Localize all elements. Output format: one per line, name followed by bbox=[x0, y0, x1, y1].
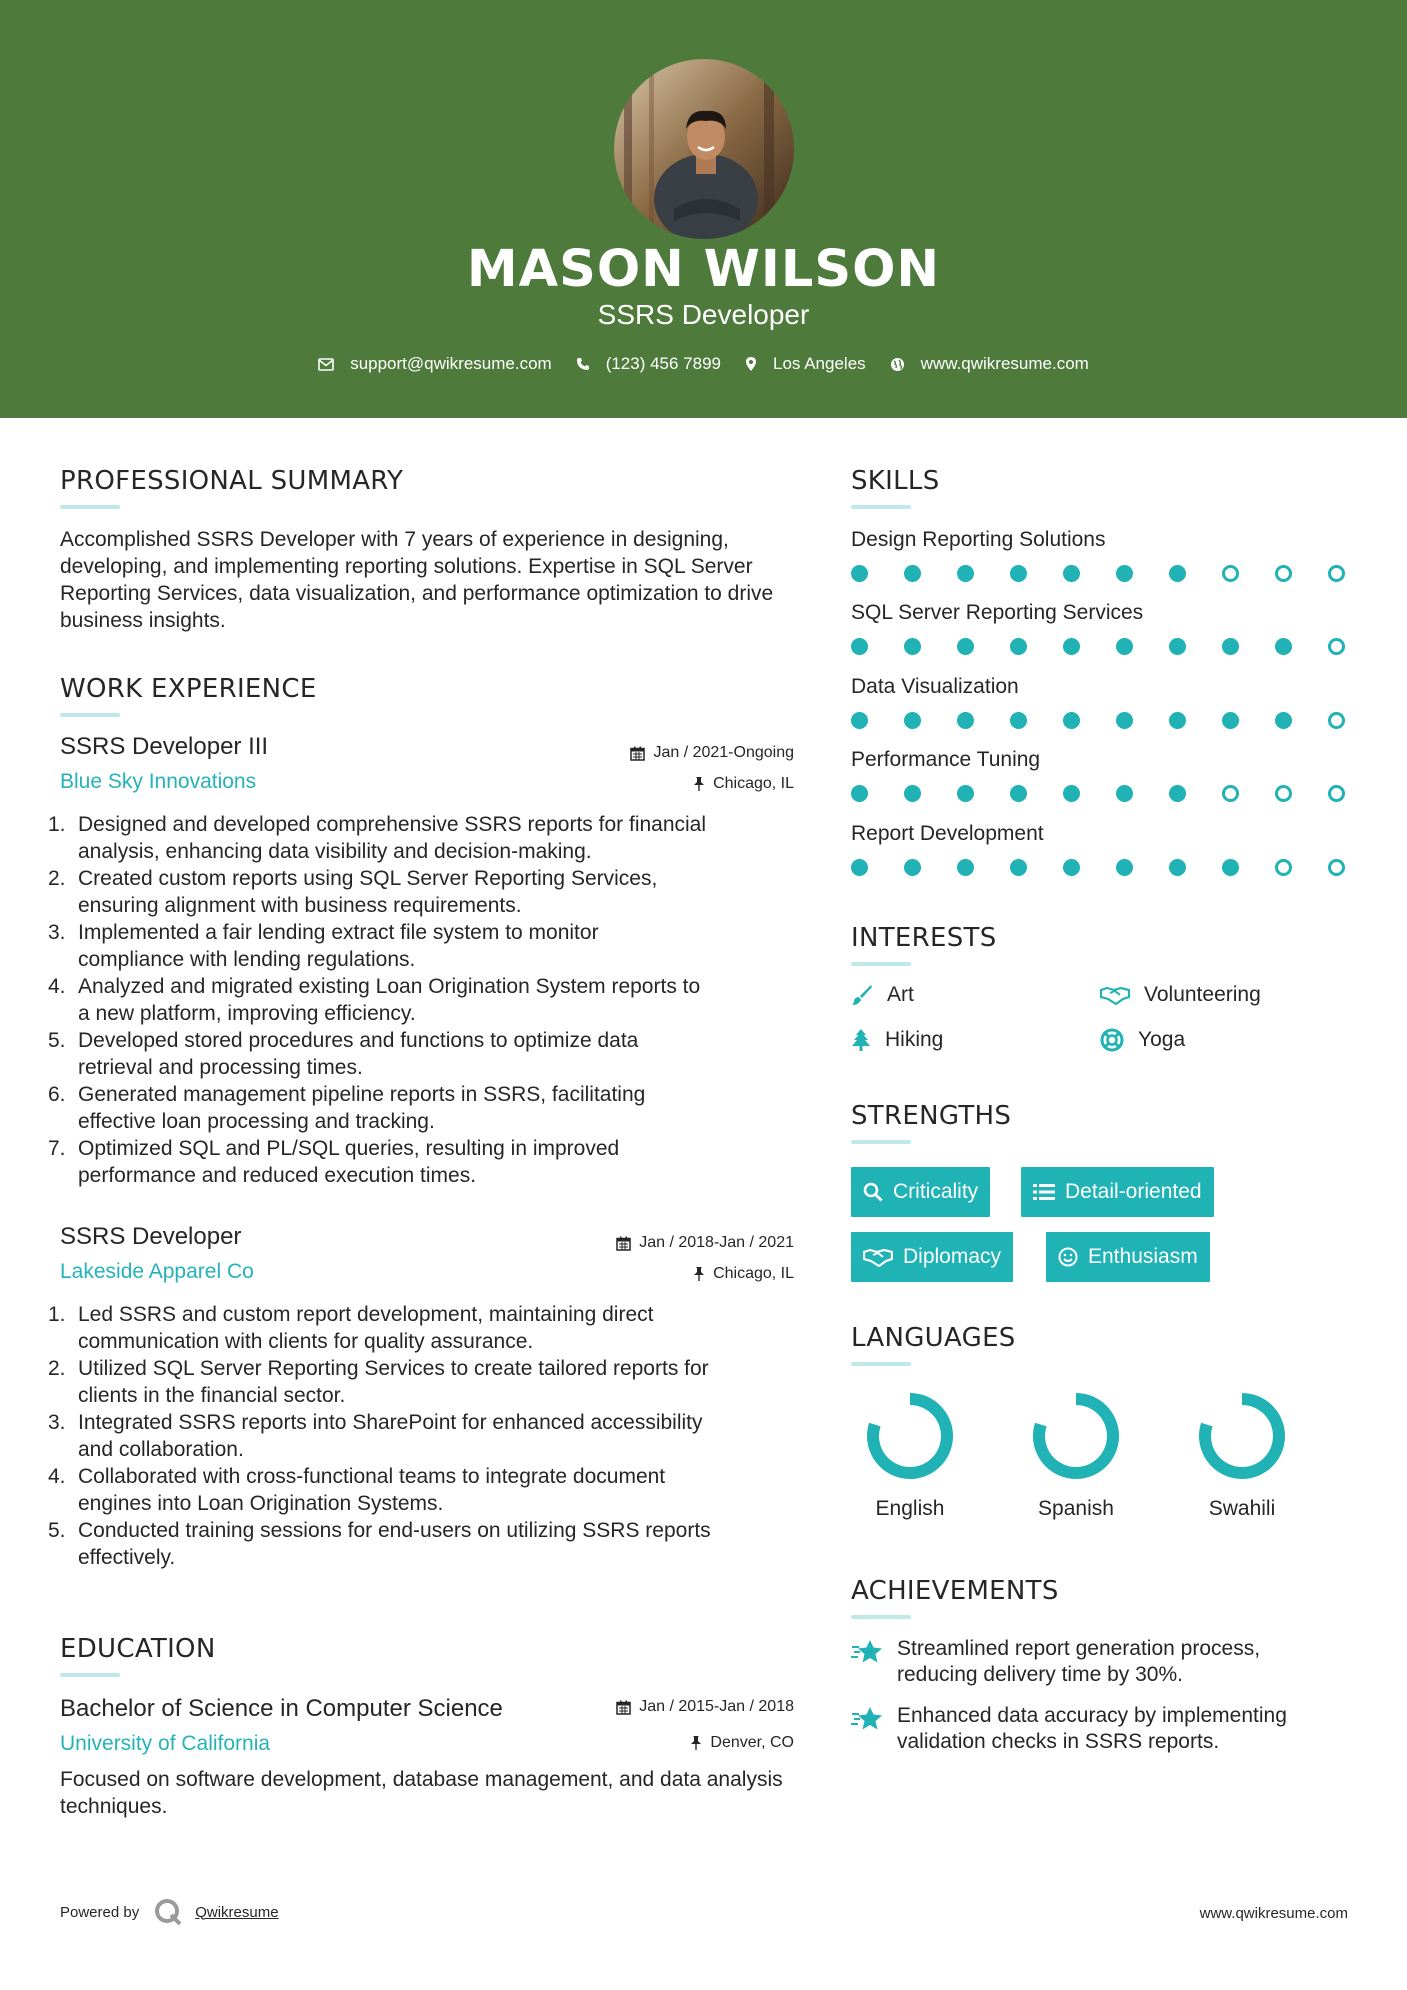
rating-dot-filled bbox=[851, 785, 868, 802]
rating-dot-filled bbox=[904, 859, 921, 876]
achievements-heading: ACHIEVEMENTS bbox=[851, 1576, 1059, 1606]
list-item: 2. Utilized SQL Server Reporting Services to create tailored reports for clients in the financial sector. bbox=[48, 1357, 709, 1407]
rating-dot-empty bbox=[1275, 785, 1292, 802]
skill-rating bbox=[851, 785, 1381, 802]
education-heading: EDUCATION bbox=[60, 1634, 216, 1664]
footer-powered-by bbox=[60, 1897, 279, 1927]
search-icon bbox=[863, 1182, 883, 1202]
rating-dot-filled bbox=[1116, 785, 1133, 802]
dates-text: Jan / 2018-Jan / 2021 bbox=[639, 1234, 794, 1251]
strength-tag bbox=[851, 1232, 1013, 1282]
experience-underline bbox=[60, 713, 120, 717]
rating-dot-filled bbox=[1169, 859, 1186, 876]
rating-dot-empty bbox=[1328, 785, 1345, 802]
rating-dot-filled bbox=[957, 565, 974, 582]
rating-dot-filled bbox=[1063, 785, 1080, 802]
list-item: 7. Optimized SQL and PL/SQL queries, resulting in improved performance and reduced execution times. bbox=[48, 1137, 620, 1187]
list-item: 3. Integrated SSRS reports into SharePoint for enhanced accessibility and collaboration. bbox=[48, 1411, 703, 1461]
job-bullets bbox=[48, 1301, 808, 1571]
language-item bbox=[1016, 1390, 1136, 1520]
job-company: Blue Sky Innovations bbox=[60, 770, 257, 793]
rating-dot-empty bbox=[1275, 859, 1292, 876]
footer-website[interactable]: www.qwikresume.com bbox=[1199, 1905, 1348, 1922]
rating-dot-filled bbox=[851, 638, 868, 655]
rating-dot-filled bbox=[1010, 712, 1027, 729]
rating-dot-filled bbox=[1010, 785, 1027, 802]
rating-dot-filled bbox=[904, 712, 921, 729]
rating-dot-empty bbox=[1328, 859, 1345, 876]
rating-dot-filled bbox=[957, 712, 974, 729]
list-item: 1. Designed and developed comprehensive SSRS reports for financial analysis, enhancing data visibility and decision-making. bbox=[48, 813, 707, 863]
language-ring bbox=[1182, 1390, 1302, 1490]
skill-name: Performance Tuning bbox=[851, 748, 1041, 771]
rating-dot-filled bbox=[1010, 859, 1027, 876]
job-dates bbox=[630, 742, 794, 764]
handshake-icon bbox=[1100, 985, 1130, 1005]
school: University of California bbox=[60, 1732, 271, 1755]
rating-dot-filled bbox=[1116, 565, 1133, 582]
achievements-underline bbox=[851, 1615, 911, 1619]
location-text: Chicago, IL bbox=[713, 1265, 794, 1282]
languages-underline bbox=[851, 1362, 911, 1366]
list-item: 6. Generated management pipeline reports in SSRS, facilitating effective loan processing and tracking. bbox=[48, 1083, 646, 1133]
list-item: 4. Analyzed and migrated existing Loan Origination System reports to a new platform, improving efficiency. bbox=[48, 975, 701, 1025]
strengths-underline bbox=[851, 1140, 911, 1144]
list-item: 1. Led SSRS and custom report development, maintaining direct communication with clients for quality assurance. bbox=[48, 1303, 654, 1353]
rating-dot-filled bbox=[904, 638, 921, 655]
contact-bar bbox=[0, 352, 1407, 376]
rating-dot-filled bbox=[1063, 712, 1080, 729]
list-item: 4. Collaborated with cross-functional teams to integrate document engines into Loan Origination Systems. bbox=[48, 1465, 666, 1515]
rating-dot-filled bbox=[957, 785, 974, 802]
job-role: SSRS Developer III bbox=[60, 733, 269, 760]
powered-by-text: Powered by bbox=[60, 1903, 140, 1921]
experience-heading: WORK EXPERIENCE bbox=[60, 674, 317, 704]
map-pin-icon bbox=[745, 356, 757, 372]
job-role: SSRS Developer bbox=[60, 1223, 242, 1250]
rating-dot-filled bbox=[1169, 712, 1186, 729]
skills-heading: SKILLS bbox=[851, 466, 940, 496]
language-item bbox=[1182, 1390, 1302, 1520]
rating-dot-filled bbox=[957, 859, 974, 876]
interests-heading: INTERESTS bbox=[851, 923, 997, 953]
interest-item bbox=[851, 982, 914, 1008]
rating-dot-empty bbox=[1222, 785, 1239, 802]
website-text: www.qwikresume.com bbox=[920, 354, 1089, 373]
profile-photo bbox=[614, 59, 794, 239]
list-icon bbox=[1033, 1183, 1055, 1201]
strength-tag bbox=[1021, 1167, 1214, 1217]
skills-underline bbox=[851, 505, 911, 509]
envelope-icon bbox=[318, 358, 334, 371]
language-label: Swahili bbox=[1208, 1497, 1276, 1520]
skill-rating bbox=[851, 565, 1381, 582]
rating-dot-empty bbox=[1328, 565, 1345, 582]
education-underline bbox=[60, 1673, 120, 1677]
location-text: Los Angeles bbox=[773, 354, 866, 373]
language-ring bbox=[1016, 1390, 1136, 1490]
contact-website[interactable] bbox=[890, 352, 1089, 376]
language-item bbox=[850, 1390, 970, 1520]
list-item: 5. Developed stored procedures and functions to optimize data retrieval and processing times. bbox=[48, 1029, 639, 1079]
rating-dot-filled bbox=[1116, 859, 1133, 876]
calendar-icon bbox=[630, 746, 645, 761]
rating-dot-filled bbox=[1275, 712, 1292, 729]
skill-rating bbox=[851, 638, 1381, 655]
skill-rating bbox=[851, 712, 1381, 729]
job-dates bbox=[616, 1232, 794, 1254]
tree-icon bbox=[851, 1028, 871, 1052]
handshake-icon bbox=[863, 1247, 893, 1267]
globe-icon bbox=[890, 357, 905, 372]
interest-label: Art bbox=[887, 983, 914, 1006]
language-level-arc bbox=[1039, 1399, 1113, 1473]
rating-dot-filled bbox=[1275, 638, 1292, 655]
education-location bbox=[690, 1732, 794, 1754]
rating-dot-filled bbox=[851, 565, 868, 582]
contact-phone[interactable] bbox=[576, 352, 721, 376]
rating-dot-filled bbox=[1169, 638, 1186, 655]
education-description: Focused on software development, database management, and data analysis techniques. bbox=[60, 1768, 783, 1818]
strength-label: Enthusiasm bbox=[1088, 1245, 1198, 1268]
email-text: support@qwikresume.com bbox=[350, 354, 552, 373]
rating-dot-filled bbox=[851, 712, 868, 729]
rating-dot-filled bbox=[1222, 712, 1239, 729]
phone-text: (123) 456 7899 bbox=[605, 354, 722, 373]
summary-heading: PROFESSIONAL SUMMARY bbox=[60, 466, 404, 496]
achievement-item bbox=[851, 1636, 1361, 1688]
rating-dot-empty bbox=[1328, 712, 1345, 729]
interests-underline bbox=[851, 962, 911, 966]
pushpin-icon bbox=[693, 1266, 705, 1282]
achievement-text: Enhanced data accuracy by implementing bbox=[897, 1704, 1287, 1727]
rating-dot-empty bbox=[1328, 638, 1345, 655]
list-item: 2. Created custom reports using SQL Server Reporting Services, ensuring alignment with business requirements. bbox=[48, 867, 658, 917]
skill-rating bbox=[851, 859, 1381, 876]
calendar-icon bbox=[616, 1700, 631, 1715]
lifebuoy-icon bbox=[1100, 1028, 1124, 1052]
qwikresume-link[interactable]: Qwikresume bbox=[195, 1903, 279, 1921]
strength-label: Diplomacy bbox=[903, 1245, 1002, 1268]
strengths-heading: STRENGTHS bbox=[851, 1101, 1012, 1131]
dates-text: Jan / 2021-Ongoing bbox=[653, 744, 794, 761]
location-text: Chicago, IL bbox=[713, 775, 794, 792]
language-ring bbox=[850, 1390, 970, 1490]
star-icon bbox=[851, 1705, 885, 1733]
rating-dot-filled bbox=[1116, 712, 1133, 729]
contact-email[interactable] bbox=[318, 352, 552, 376]
rating-dot-filled bbox=[1063, 638, 1080, 655]
rating-dot-filled bbox=[957, 638, 974, 655]
strength-tag bbox=[851, 1167, 990, 1217]
achievement-text: validation checks in SSRS reports. bbox=[897, 1730, 1220, 1753]
skill-name: Design Reporting Solutions bbox=[851, 528, 1106, 551]
contact-location bbox=[745, 352, 866, 376]
rating-dot-filled bbox=[904, 785, 921, 802]
pushpin-icon bbox=[690, 1735, 702, 1751]
qwikresume-logo-icon bbox=[153, 1897, 183, 1927]
interest-item bbox=[1100, 1027, 1185, 1053]
job-bullets bbox=[48, 811, 808, 1189]
candidate-name: MASON WILSON bbox=[466, 240, 941, 299]
interest-label: Volunteering bbox=[1144, 983, 1261, 1006]
paintbrush-icon bbox=[851, 984, 873, 1006]
location-text: Denver, CO bbox=[710, 1734, 794, 1751]
rating-dot-filled bbox=[1010, 565, 1027, 582]
achievement-text: Streamlined report generation process, bbox=[897, 1637, 1261, 1660]
rating-dot-filled bbox=[1063, 859, 1080, 876]
rating-dot-filled bbox=[1222, 859, 1239, 876]
skill-name: Data Visualization bbox=[851, 675, 1019, 698]
candidate-title: SSRS Developer bbox=[597, 299, 810, 330]
rating-dot-filled bbox=[1063, 565, 1080, 582]
language-level-arc bbox=[873, 1399, 947, 1473]
interest-label: Hiking bbox=[885, 1028, 944, 1051]
rating-dot-empty bbox=[1275, 565, 1292, 582]
language-level-arc bbox=[1205, 1399, 1279, 1473]
skill-name: Report Development bbox=[851, 822, 1044, 845]
pushpin-icon bbox=[693, 776, 705, 792]
achievement-item bbox=[851, 1703, 1361, 1755]
job-company: Lakeside Apparel Co bbox=[60, 1260, 254, 1283]
resume-header bbox=[0, 0, 1407, 418]
achievement-text: reducing delivery time by 30%. bbox=[897, 1663, 1183, 1686]
language-label: English bbox=[875, 1497, 945, 1520]
star-icon bbox=[851, 1638, 885, 1666]
rating-dot-filled bbox=[1222, 638, 1239, 655]
rating-dot-filled bbox=[1116, 638, 1133, 655]
rating-dot-filled bbox=[1169, 565, 1186, 582]
strength-tag bbox=[1046, 1232, 1210, 1282]
dates-text: Jan / 2015-Jan / 2018 bbox=[639, 1698, 794, 1715]
rating-dot-filled bbox=[904, 565, 921, 582]
rating-dot-filled bbox=[1169, 785, 1186, 802]
language-label: Spanish bbox=[1038, 1497, 1114, 1520]
list-item: 5. Conducted training sessions for end-users on utilizing SSRS reports effectively. bbox=[48, 1519, 711, 1569]
interest-item bbox=[1100, 982, 1261, 1008]
rating-dot-filled bbox=[851, 859, 868, 876]
skill-name: SQL Server Reporting Services bbox=[851, 601, 1144, 624]
rating-dot-empty bbox=[1222, 565, 1239, 582]
summary-underline bbox=[60, 505, 120, 509]
strength-label: Detail-oriented bbox=[1065, 1180, 1202, 1203]
strength-label: Criticality bbox=[893, 1180, 979, 1203]
rating-dot-filled bbox=[1010, 638, 1027, 655]
smile-icon bbox=[1058, 1247, 1078, 1267]
interest-label: Yoga bbox=[1138, 1028, 1186, 1051]
phone-icon bbox=[576, 357, 590, 371]
job-location bbox=[693, 773, 794, 795]
education-dates bbox=[616, 1696, 794, 1718]
calendar-icon bbox=[616, 1236, 631, 1251]
interest-item bbox=[851, 1027, 943, 1053]
languages-heading: LANGUAGES bbox=[851, 1323, 1016, 1353]
list-item: 3. Implemented a fair lending extract file system to monitor compliance with lending regulations. bbox=[48, 921, 599, 971]
summary-text: Accomplished SSRS Developer with 7 years of experience in designing, developing, and implementing reporting solutions. Expertise in SQL Server Reporting Services, data visualization, and performance optimization to drive business insights. bbox=[60, 528, 774, 632]
job-location bbox=[693, 1263, 794, 1285]
degree: Bachelor of Science in Computer Science bbox=[60, 1695, 503, 1722]
